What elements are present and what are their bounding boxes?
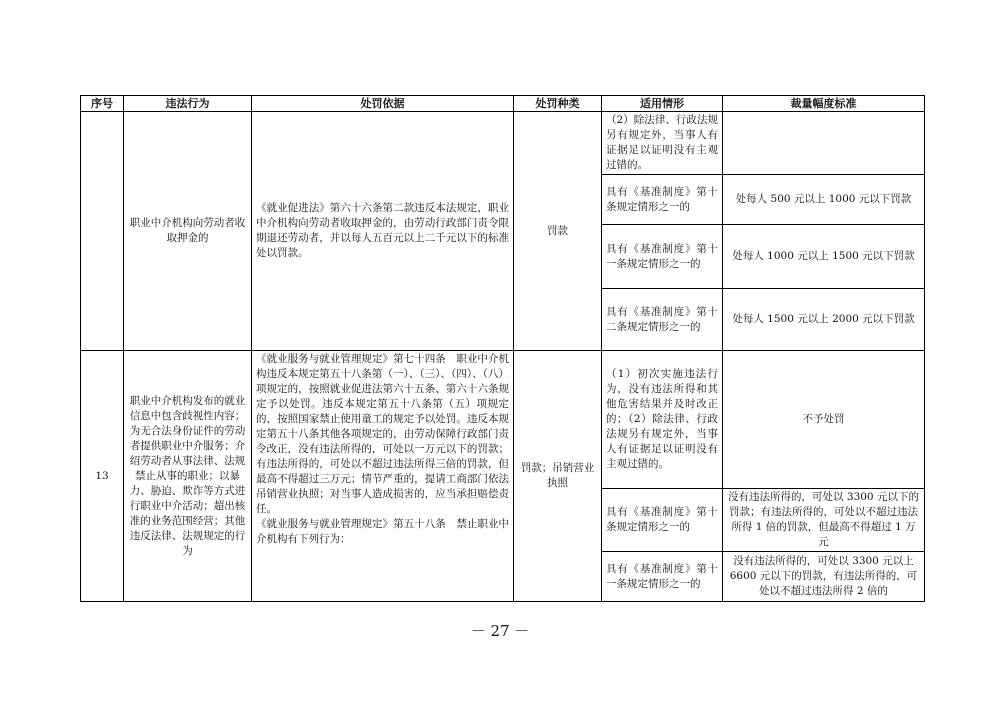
row-13-penalty: 罚款；吊销营业执照 (514, 351, 602, 602)
row-13-behavior: 职业中介机构发布的就业信息中包含歧视性内容；为无合法身份证件的劳动者提供职业中介服务；介绍劳动者从事法律、法规禁止从事的职业；以暴力、胁迫、欺诈等方式进行职业中介活动；超出核准的业务范围经营；其他违反法律、法规规定的行为 (124, 351, 252, 602)
row-13-situation-2: 具有《基准制度》第十条规定情形之一的 (602, 489, 723, 552)
table-header-row (81, 96, 925, 112)
page-number: － 27 － (470, 622, 530, 640)
row-a-behavior: 职业中介机构向劳动者收取押金的 (124, 112, 252, 351)
row-13-standard-1: 不予处罚 (723, 351, 925, 489)
row-13-situation-1: （1）初次实施违法行为，没有违法所得和其他危害结果并及时改正的；（2）除法律、行政法规另有规定外，当事人有证据足以证明没有主观过错的。 (602, 351, 723, 489)
table-row (81, 112, 925, 175)
header-situation: 适用情形 (602, 96, 723, 112)
row-a-standard-2: 处每人 500 元以上 1000 元以下罚款 (723, 175, 925, 225)
row-13-basis (252, 351, 514, 602)
row-13-index: 13 (81, 351, 124, 602)
row-13-situation-3: 具有《基准制度》第十一条规定情形之一的 (602, 552, 723, 602)
header-behavior: 违法行为 (124, 96, 252, 112)
penalty-table (80, 95, 925, 602)
row-13-basis-paragraph-1: 《就业服务与就业管理规定》第七十四条 职业中介机构违反本规定第五十八条第（一）、（三）、（四）、（八）项规定的，按照就业促进法第六十五条、第六十六条规定予以处罚。违反本规定第五十八条第（五）项规定的，按照国家禁止使用童工的规定予以处罚。违反本规定第五十八条其他各项规定的，由劳动保障行政部门责令改正，没有违法所得的，可处以一万元以下的罚款；有违法所得的，可处以不超过违法所得三倍的罚款，但最高不得超过三万元；情节严重的，提请工商部门依法吊销营业执照；对当事人造成损害的，应当承担赔偿责任。 (256, 353, 509, 515)
header-standard: 裁量幅度标准 (723, 96, 925, 112)
row-a-situation-3: 具有《基准制度》第十一条规定情形之一的 (602, 225, 723, 289)
row-a-standard-3: 处每人 1000 元以上 1500 元以下罚款 (723, 225, 925, 289)
row-a-standard-4: 处每人 1500 元以上 2000 元以下罚款 (723, 289, 925, 351)
row-a-penalty: 罚款 (514, 112, 602, 351)
row-13-standard-2: 没有违法所得的，可处以 3300 元以下的罚款；有违法所得的，可处以不超过违法所得 1 倍的罚款，但最高不得超过 1 万元 (723, 489, 925, 552)
row-a-situation-2: 具有《基准制度》第十条规定情形之一的 (602, 175, 723, 225)
row-a-situation-1: （2）除法律、行政法规另有规定外，当事人有证据足以证明没有主观过错的。 (602, 112, 723, 175)
row-13-basis-paragraph-2: 《就业服务与就业管理规定》第五十八条 禁止职业中介机构有下列行为： (256, 518, 509, 545)
header-basis: 处罚依据 (252, 96, 514, 112)
row-a-index (81, 112, 124, 351)
header-penalty-type: 处罚种类 (514, 96, 602, 112)
row-a-situation-4: 具有《基准制度》第十二条规定情形之一的 (602, 289, 723, 351)
row-a-basis: 《就业促进法》第六十六条第二款违反本法规定，职业中介机构向劳动者收取押金的，由劳动行政部门责令限期退还劳动者，并以每人五百元以上二千元以下的标准处以罚款。 (252, 112, 514, 351)
header-index: 序号 (81, 96, 124, 112)
row-a-standard-1 (723, 112, 925, 175)
row-13-standard-3: 没有违法所得的，可处以 3300 元以上 6600 元以下的罚款，有违法所得的，可处以不超过违法所得 2 倍的 (723, 552, 925, 602)
table-row (81, 351, 925, 489)
